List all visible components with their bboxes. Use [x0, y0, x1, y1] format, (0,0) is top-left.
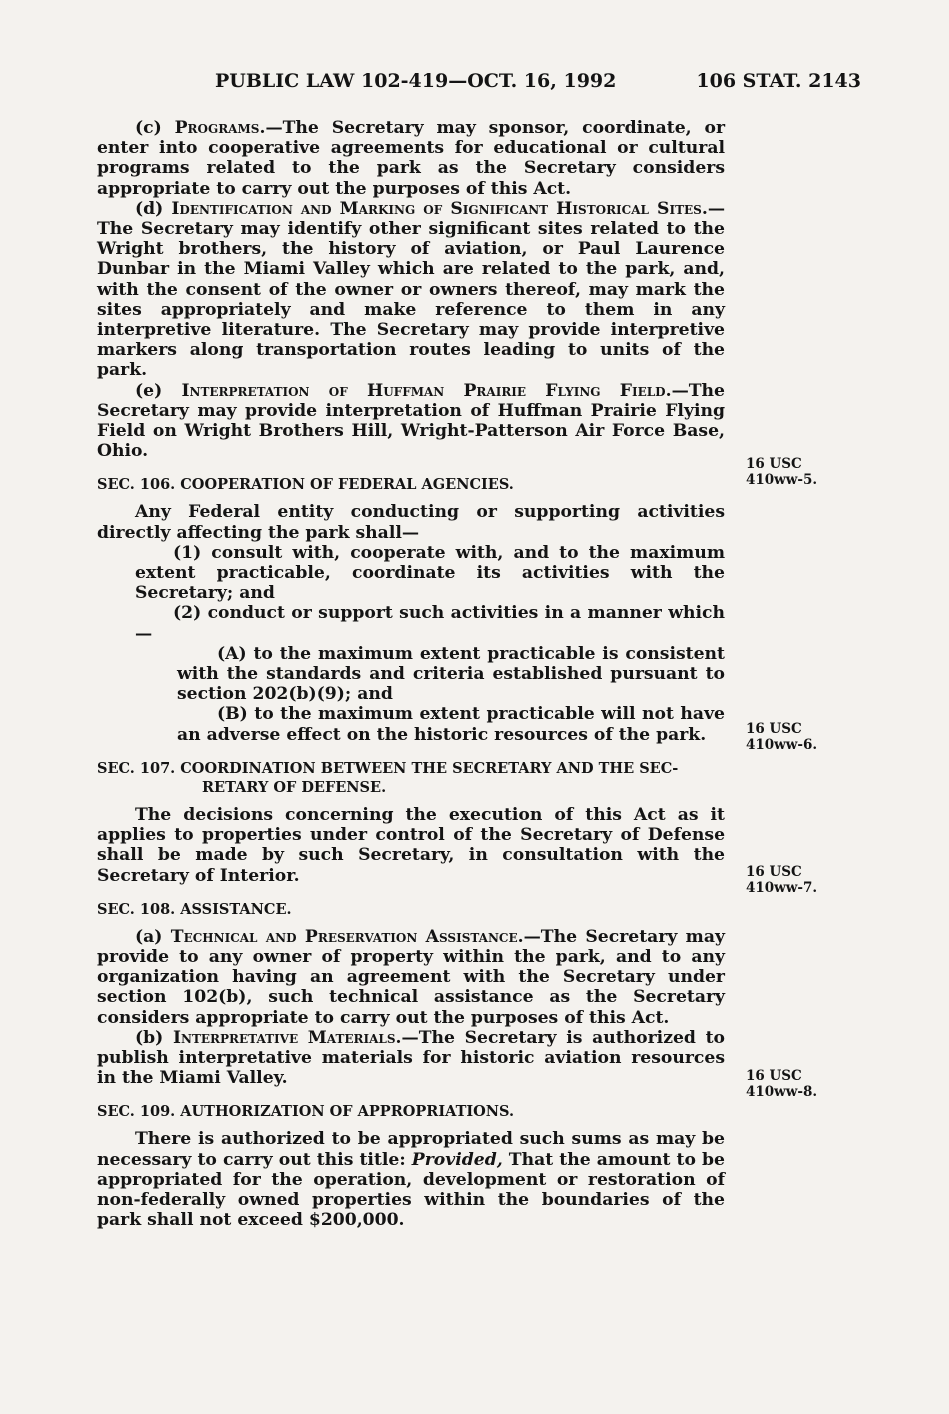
subsection-heading: Identification and Marking of Significant Historical Sites.: [171, 198, 708, 219]
section-109-heading: SEC. 109. AUTHORIZATION OF APPROPRIATIONS.: [97, 1103, 515, 1121]
section-108-subsection-a: [97, 927, 725, 1028]
subsection-text: —The Secretary may provide to any owner of property within the park, and to any organization having an agreement with the Secretary under section 102(b), such technical assistance as the Secretary considers appropriate to carry out the purposes of this Act.: [97, 926, 725, 1028]
body-text: [97, 118, 725, 1230]
subsection-heading: Interpretative Materials.: [172, 1027, 402, 1048]
subsection-text: —The Secretary may identify other significant sites related to the Wright brothers, the history of aviation, or Paul Laurence Dunbar in the Miami Valley which are related to the park, and, with the consent of the owner or owners thereof, may mark the sites appropriately and make reference to them in any interpretive literature. The Secretary may provide interpretive markers along transportation routes leading to units of the park.: [97, 198, 725, 381]
subsection-label: (e): [135, 380, 182, 401]
header-law-citation: PUBLIC LAW 102-419—OCT. 16, 1992: [215, 70, 617, 92]
section-107-text: The decisions concerning the execution of this Act as it applies to properties under control of the Secretary of Defense shall be made by such Secretary, in consultation with the Secretary of Interior.: [97, 804, 725, 886]
margin-note-title: 16 USC: [746, 864, 802, 880]
section-106-item-a: (A) to the maximum extent practicable is consistent with the standards and criteria established pursuant to section 202(b)(9); and: [177, 643, 725, 705]
section-109-text-after: That the amount to be appropriated for the operation, development or restoration of non-federally owned properties within the boundaries of the park shall not exceed $200,000.: [97, 1149, 725, 1231]
section-106-item-1: (1) consult with, cooperate with, and to the maximum extent practicable, coordinate its activities with the Secretary; and: [135, 542, 725, 604]
margin-note-section-107: [746, 721, 846, 753]
margin-note-title: 16 USC: [746, 456, 802, 472]
subsection-label: (a): [135, 926, 171, 947]
section-106-heading: SEC. 106. COOPERATION OF FEDERAL AGENCIES.: [97, 476, 514, 494]
section-106-item-b: (B) to the maximum extent practicable will not have an adverse effect on the historic resources of the park.: [177, 704, 725, 745]
subsection-c-programs: [97, 118, 725, 199]
page-header: [215, 70, 861, 98]
subsection-label: (d): [135, 198, 172, 219]
section-106-intro: Any Federal entity conducting or supporting activities directly affecting the park shall—: [97, 502, 725, 543]
margin-note-code: 410ww-5.: [746, 472, 818, 488]
subsection-e-interpretation: [97, 381, 725, 462]
margin-note-section-106: [746, 456, 846, 488]
section-109-text-before: There is authorized to be appropriated such sums as may be necessary to carry out this title:: [97, 1129, 725, 1170]
subsection-heading: Interpretation of Huffman Prairie Flying Field.: [181, 380, 672, 401]
header-stat-page: 106 STAT. 2143: [696, 70, 861, 92]
margin-note-code: 410ww-6.: [746, 737, 818, 753]
section-107-heading-line2: RETARY OF DEFENSE.: [202, 778, 387, 796]
section-108-heading: SEC. 108. ASSISTANCE.: [97, 900, 292, 918]
section-109-provided: Provided,: [411, 1149, 503, 1170]
subsection-label: (b): [135, 1027, 173, 1048]
margin-note-code: 410ww-7.: [746, 880, 818, 896]
section-107-heading-line1: SEC. 107. COORDINATION BETWEEN THE SECRETARY AND THE SEC-: [97, 759, 679, 777]
subsection-text: —The Secretary is authorized to publish interpretative materials for historic aviation resources in the Miami Valley.: [97, 1027, 725, 1089]
margin-note-section-109: [746, 1068, 846, 1100]
section-106-item-2: (2) conduct or support such activities in a manner which—: [135, 603, 725, 644]
subsection-label: (c): [135, 118, 175, 138]
subsection-text: —The Secretary may provide interpretation of Huffman Prairie Flying Field on Wright Brothers Hill, Wright-Patterson Air Force Base, Ohio.: [97, 380, 725, 462]
margin-note-title: 16 USC: [746, 721, 802, 737]
section-107-heading: [97, 759, 725, 797]
margin-note-section-108: [746, 864, 846, 896]
section-109-text: [97, 1129, 725, 1230]
subsection-heading: Technical and Preservation Assistance.: [170, 926, 524, 947]
section-108-subsection-b: [97, 1028, 725, 1089]
margin-note-title: 16 USC: [746, 1068, 802, 1084]
subsection-d-identification: [97, 199, 725, 381]
subsection-text: —The Secretary may sponsor, coordinate, or enter into cooperative agreements for educational or cultural programs related to the park as the Secretary considers appropriate to carry out the purposes of this Act.: [97, 118, 725, 199]
margin-note-code: 410ww-8.: [746, 1084, 818, 1100]
subsection-heading: Programs.: [174, 118, 266, 138]
